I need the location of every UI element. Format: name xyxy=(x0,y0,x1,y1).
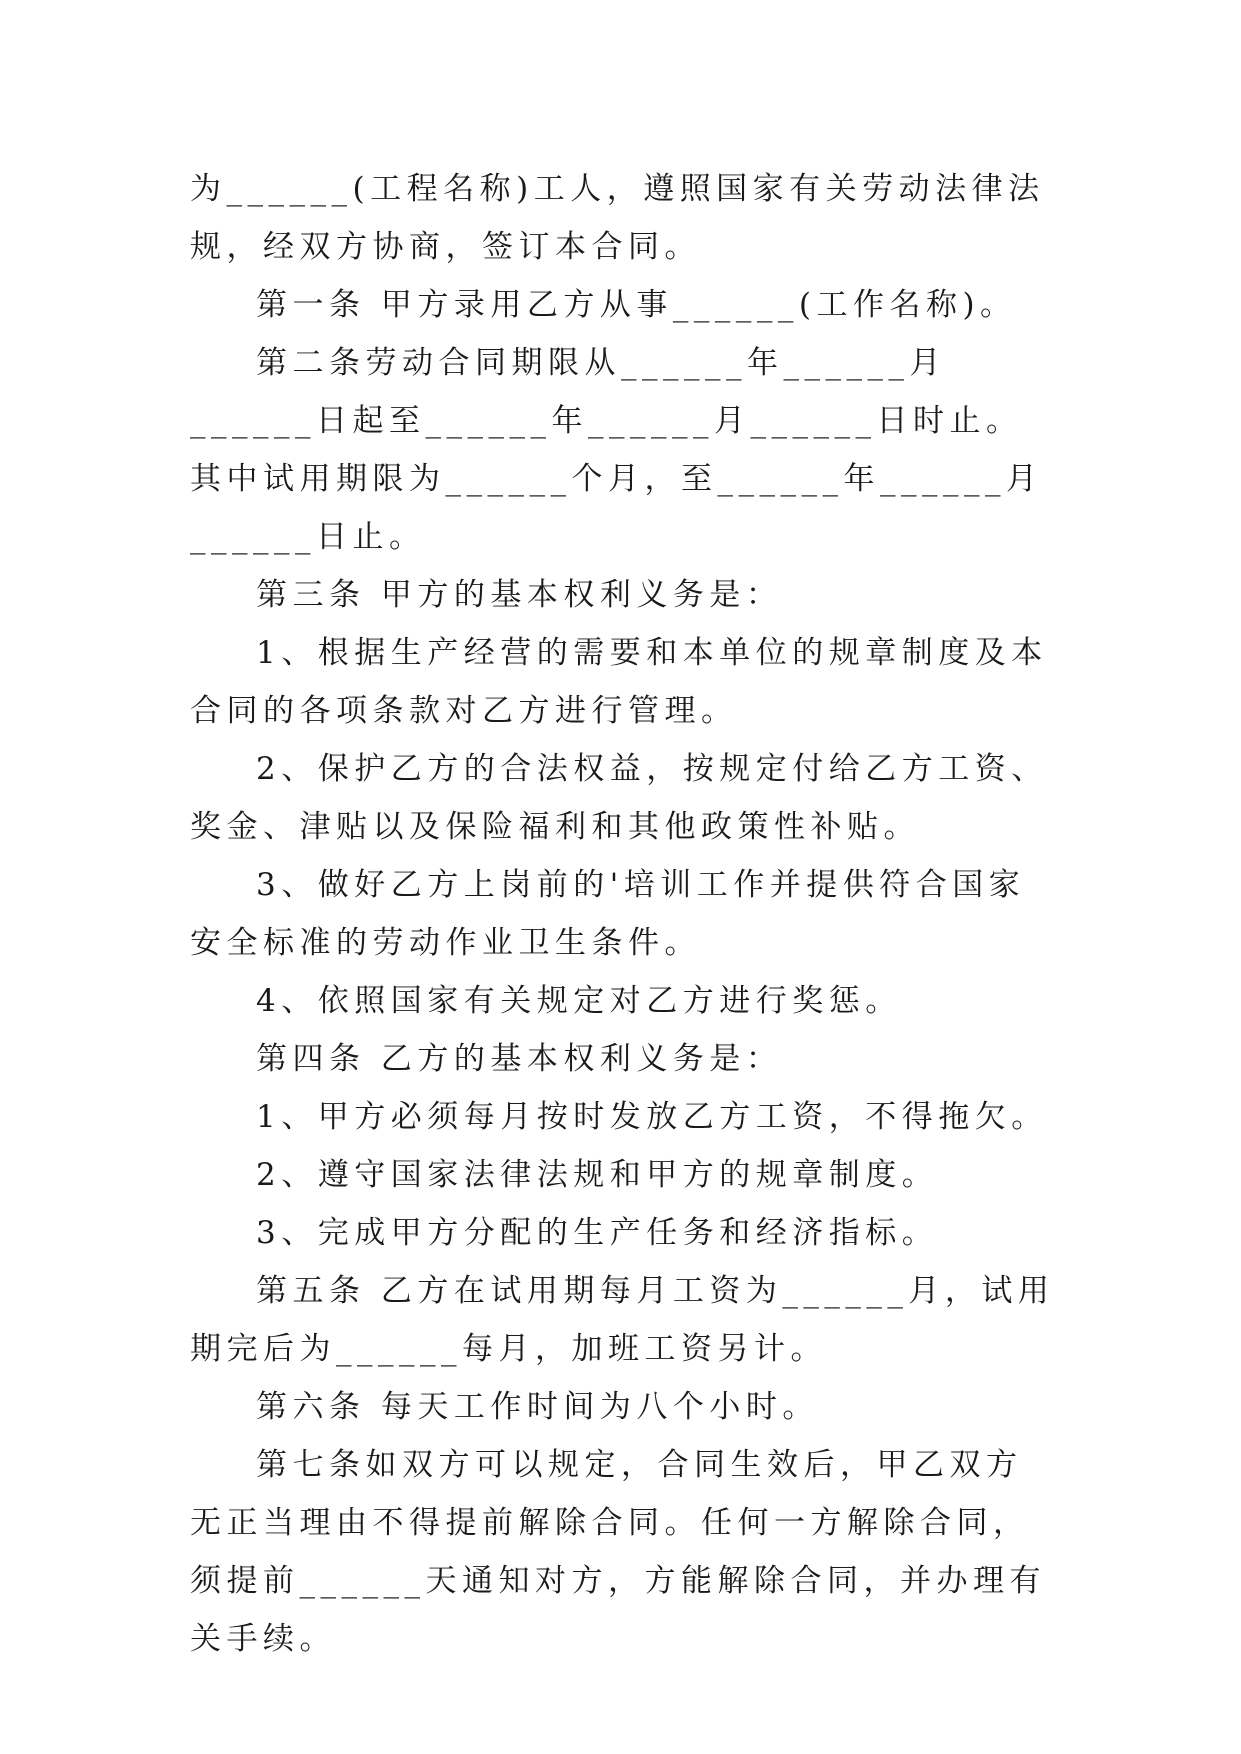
article-3-item-3: 3、做好乙方上岗前的'培训工作并提供符合国家安全标准的劳动作业卫生条件。 xyxy=(190,867,1026,961)
article-2: 第二条劳动合同期限从______年______月______日起至______年______月______日时止。其中试用期限为______个月，至______年______月______日止。 xyxy=(190,345,1043,555)
article-3-item-4: 4、依照国家有关规定对乙方进行奖惩。 xyxy=(256,983,902,1019)
article-1: 第一条 甲方录用乙方从事______(工作名称)。 xyxy=(256,287,1017,323)
contract-body xyxy=(190,160,1056,1668)
article-6: 第六条 每天工作时间为八个小时。 xyxy=(256,1389,819,1425)
article-7: 第七条如双方可以规定，合同生效后，甲乙双方无正当理由不得提前解除合同。任何一方解除合同，须提前______天通知对方，方能解除合同，并办理有关手续。 xyxy=(190,1447,1046,1657)
article-3-item-1: 1、根据生产经营的需要和本单位的规章制度及本合同的各项条款对乙方进行管理。 xyxy=(190,635,1048,729)
article-4-heading: 第四条 乙方的基本权利义务是： xyxy=(256,1041,783,1077)
article-4-item-1: 1、甲方必须每月按时发放乙方工资，不得拖欠。 xyxy=(256,1099,1048,1135)
article-3-heading: 第三条 甲方的基本权利义务是： xyxy=(256,577,783,613)
article-4-item-3: 3、完成甲方分配的生产任务和经济指标。 xyxy=(256,1215,939,1251)
article-3-item-2: 2、保护乙方的合法权益，按规定付给乙方工资、奖金、津贴以及保险福利和其他政策性补贴。 xyxy=(190,751,1048,845)
paragraph-intro: 为______(工程名称)工人，遵照国家有关劳动法律法规，经双方协商，签订本合同。 xyxy=(190,171,1045,265)
article-5: 第五条 乙方在试用期每月工资为______月，试用期完后为______每月，加班工资另计。 xyxy=(190,1273,1055,1367)
article-4-item-2: 2、遵守国家法律法规和甲方的规章制度。 xyxy=(256,1157,939,1193)
